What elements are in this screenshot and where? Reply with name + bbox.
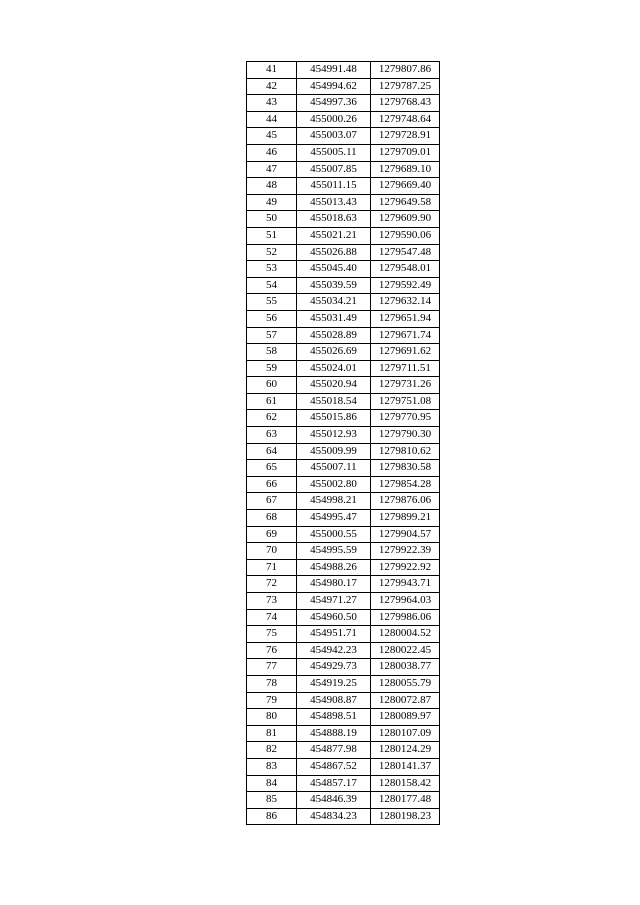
- x-coordinate-cell: 454908.87: [297, 692, 371, 709]
- y-coordinate-cell: 1279671.74: [371, 327, 440, 344]
- point-number-cell: 41: [247, 62, 297, 79]
- x-coordinate-cell: 454951.71: [297, 626, 371, 643]
- table-row: [247, 128, 440, 145]
- x-coordinate-cell: 455012.93: [297, 427, 371, 444]
- point-number-cell: 70: [247, 543, 297, 560]
- x-coordinate-cell: 455009.99: [297, 443, 371, 460]
- table-row: [247, 294, 440, 311]
- point-number-cell: 43: [247, 95, 297, 112]
- y-coordinate-cell: 1280141.37: [371, 758, 440, 775]
- x-coordinate-cell: 454995.59: [297, 543, 371, 560]
- y-coordinate-cell: 1280055.79: [371, 675, 440, 692]
- point-number-cell: 53: [247, 261, 297, 278]
- point-number-cell: 68: [247, 510, 297, 527]
- y-coordinate-cell: 1279547.48: [371, 244, 440, 261]
- point-number-cell: 81: [247, 725, 297, 742]
- table-row: [247, 526, 440, 543]
- y-coordinate-cell: 1280072.87: [371, 692, 440, 709]
- point-number-cell: 51: [247, 227, 297, 244]
- point-number-cell: 71: [247, 559, 297, 576]
- x-coordinate-cell: 454942.23: [297, 642, 371, 659]
- x-coordinate-cell: 455026.69: [297, 344, 371, 361]
- point-number-cell: 78: [247, 675, 297, 692]
- table-row: [247, 692, 440, 709]
- x-coordinate-cell: 455031.49: [297, 310, 371, 327]
- y-coordinate-cell: 1280198.23: [371, 808, 440, 825]
- point-number-cell: 45: [247, 128, 297, 145]
- point-number-cell: 72: [247, 576, 297, 593]
- table-row: [247, 642, 440, 659]
- table-row: [247, 476, 440, 493]
- table-row: [247, 493, 440, 510]
- x-coordinate-cell: 455000.55: [297, 526, 371, 543]
- table-row: [247, 95, 440, 112]
- y-coordinate-cell: 1279548.01: [371, 261, 440, 278]
- point-number-cell: 86: [247, 808, 297, 825]
- x-coordinate-cell: 454998.21: [297, 493, 371, 510]
- y-coordinate-cell: 1279669.40: [371, 178, 440, 195]
- table-row: [247, 327, 440, 344]
- x-coordinate-cell: 455018.54: [297, 393, 371, 410]
- x-coordinate-cell: 454971.27: [297, 593, 371, 610]
- y-coordinate-cell: 1279810.62: [371, 443, 440, 460]
- point-number-cell: 54: [247, 277, 297, 294]
- y-coordinate-cell: 1280089.97: [371, 709, 440, 726]
- table-row: [247, 808, 440, 825]
- y-coordinate-cell: 1279709.01: [371, 144, 440, 161]
- point-number-cell: 79: [247, 692, 297, 709]
- x-coordinate-cell: 455011.15: [297, 178, 371, 195]
- x-coordinate-cell: 455021.21: [297, 227, 371, 244]
- point-number-cell: 75: [247, 626, 297, 643]
- y-coordinate-cell: 1279986.06: [371, 609, 440, 626]
- coordinate-table: [246, 61, 440, 825]
- table-row: [247, 725, 440, 742]
- y-coordinate-cell: 1279922.39: [371, 543, 440, 560]
- point-number-cell: 64: [247, 443, 297, 460]
- table-row: [247, 344, 440, 361]
- y-coordinate-cell: 1280004.52: [371, 626, 440, 643]
- table-row: [247, 510, 440, 527]
- point-number-cell: 83: [247, 758, 297, 775]
- x-coordinate-cell: 455024.01: [297, 360, 371, 377]
- point-number-cell: 56: [247, 310, 297, 327]
- table-row: [247, 62, 440, 79]
- table-row: [247, 742, 440, 759]
- point-number-cell: 76: [247, 642, 297, 659]
- table-row: [247, 543, 440, 560]
- y-coordinate-cell: 1279691.62: [371, 344, 440, 361]
- y-coordinate-cell: 1279751.08: [371, 393, 440, 410]
- point-number-cell: 77: [247, 659, 297, 676]
- point-number-cell: 62: [247, 410, 297, 427]
- table-row: [247, 576, 440, 593]
- x-coordinate-cell: 454997.36: [297, 95, 371, 112]
- table-row: [247, 377, 440, 394]
- x-coordinate-cell: 455003.07: [297, 128, 371, 145]
- x-coordinate-cell: 454834.23: [297, 808, 371, 825]
- x-coordinate-cell: 455015.86: [297, 410, 371, 427]
- y-coordinate-cell: 1279943.71: [371, 576, 440, 593]
- y-coordinate-cell: 1279592.49: [371, 277, 440, 294]
- table-row: [247, 460, 440, 477]
- x-coordinate-cell: 454995.47: [297, 510, 371, 527]
- point-number-cell: 44: [247, 111, 297, 128]
- x-coordinate-cell: 454991.48: [297, 62, 371, 79]
- point-number-cell: 50: [247, 211, 297, 228]
- y-coordinate-cell: 1280022.45: [371, 642, 440, 659]
- table-row: [247, 310, 440, 327]
- table-row: [247, 111, 440, 128]
- y-coordinate-cell: 1279632.14: [371, 294, 440, 311]
- point-number-cell: 57: [247, 327, 297, 344]
- table-row: [247, 393, 440, 410]
- point-number-cell: 42: [247, 78, 297, 95]
- x-coordinate-cell: 455045.40: [297, 261, 371, 278]
- table-row: [247, 775, 440, 792]
- y-coordinate-cell: 1279790.30: [371, 427, 440, 444]
- x-coordinate-cell: 454867.52: [297, 758, 371, 775]
- x-coordinate-cell: 454994.62: [297, 78, 371, 95]
- table-row: [247, 659, 440, 676]
- y-coordinate-cell: 1279770.95: [371, 410, 440, 427]
- y-coordinate-cell: 1279590.06: [371, 227, 440, 244]
- x-coordinate-cell: 455007.85: [297, 161, 371, 178]
- x-coordinate-cell: 454980.17: [297, 576, 371, 593]
- table-row: [247, 609, 440, 626]
- x-coordinate-cell: 455034.21: [297, 294, 371, 311]
- coordinate-table-body: [247, 62, 440, 825]
- y-coordinate-cell: 1279748.64: [371, 111, 440, 128]
- point-number-cell: 63: [247, 427, 297, 444]
- y-coordinate-cell: 1279651.94: [371, 310, 440, 327]
- table-row: [247, 593, 440, 610]
- table-row: [247, 758, 440, 775]
- y-coordinate-cell: 1279807.86: [371, 62, 440, 79]
- table-row: [247, 211, 440, 228]
- table-row: [247, 78, 440, 95]
- table-row: [247, 410, 440, 427]
- y-coordinate-cell: 1280038.77: [371, 659, 440, 676]
- point-number-cell: 82: [247, 742, 297, 759]
- x-coordinate-cell: 455020.94: [297, 377, 371, 394]
- x-coordinate-cell: 455000.26: [297, 111, 371, 128]
- point-number-cell: 61: [247, 393, 297, 410]
- table-row: [247, 277, 440, 294]
- y-coordinate-cell: 1279609.90: [371, 211, 440, 228]
- y-coordinate-cell: 1279830.58: [371, 460, 440, 477]
- point-number-cell: 65: [247, 460, 297, 477]
- point-number-cell: 46: [247, 144, 297, 161]
- point-number-cell: 47: [247, 161, 297, 178]
- x-coordinate-cell: 454888.19: [297, 725, 371, 742]
- x-coordinate-cell: 455039.59: [297, 277, 371, 294]
- table-row: [247, 178, 440, 195]
- point-number-cell: 84: [247, 775, 297, 792]
- table-row: [247, 443, 440, 460]
- x-coordinate-cell: 454988.26: [297, 559, 371, 576]
- point-number-cell: 66: [247, 476, 297, 493]
- table-row: [247, 244, 440, 261]
- x-coordinate-cell: 455026.88: [297, 244, 371, 261]
- table-row: [247, 261, 440, 278]
- x-coordinate-cell: 454846.39: [297, 792, 371, 809]
- x-coordinate-cell: 455007.11: [297, 460, 371, 477]
- x-coordinate-cell: 454919.25: [297, 675, 371, 692]
- table-row: [247, 194, 440, 211]
- table-row: [247, 626, 440, 643]
- point-number-cell: 60: [247, 377, 297, 394]
- point-number-cell: 73: [247, 593, 297, 610]
- x-coordinate-cell: 455028.89: [297, 327, 371, 344]
- x-coordinate-cell: 454877.98: [297, 742, 371, 759]
- point-number-cell: 55: [247, 294, 297, 311]
- table-row: [247, 792, 440, 809]
- point-number-cell: 80: [247, 709, 297, 726]
- table-row: [247, 559, 440, 576]
- point-number-cell: 49: [247, 194, 297, 211]
- y-coordinate-cell: 1279904.57: [371, 526, 440, 543]
- y-coordinate-cell: 1279731.26: [371, 377, 440, 394]
- x-coordinate-cell: 454857.17: [297, 775, 371, 792]
- y-coordinate-cell: 1279689.10: [371, 161, 440, 178]
- point-number-cell: 67: [247, 493, 297, 510]
- point-number-cell: 69: [247, 526, 297, 543]
- point-number-cell: 85: [247, 792, 297, 809]
- y-coordinate-cell: 1279899.21: [371, 510, 440, 527]
- table-row: [247, 227, 440, 244]
- y-coordinate-cell: 1280158.42: [371, 775, 440, 792]
- x-coordinate-cell: 455018.63: [297, 211, 371, 228]
- x-coordinate-cell: 455013.43: [297, 194, 371, 211]
- table-row: [247, 144, 440, 161]
- y-coordinate-cell: 1280107.09: [371, 725, 440, 742]
- table-row: [247, 161, 440, 178]
- point-number-cell: 59: [247, 360, 297, 377]
- y-coordinate-cell: 1279787.25: [371, 78, 440, 95]
- y-coordinate-cell: 1279768.43: [371, 95, 440, 112]
- x-coordinate-cell: 454898.51: [297, 709, 371, 726]
- y-coordinate-cell: 1280177.48: [371, 792, 440, 809]
- table-row: [247, 675, 440, 692]
- y-coordinate-cell: 1280124.29: [371, 742, 440, 759]
- table-row: [247, 709, 440, 726]
- table-row: [247, 360, 440, 377]
- y-coordinate-cell: 1279922.92: [371, 559, 440, 576]
- y-coordinate-cell: 1279854.28: [371, 476, 440, 493]
- point-number-cell: 74: [247, 609, 297, 626]
- x-coordinate-cell: 454929.73: [297, 659, 371, 676]
- point-number-cell: 52: [247, 244, 297, 261]
- point-number-cell: 48: [247, 178, 297, 195]
- y-coordinate-cell: 1279649.58: [371, 194, 440, 211]
- x-coordinate-cell: 454960.50: [297, 609, 371, 626]
- x-coordinate-cell: 455002.80: [297, 476, 371, 493]
- y-coordinate-cell: 1279876.06: [371, 493, 440, 510]
- y-coordinate-cell: 1279711.51: [371, 360, 440, 377]
- x-coordinate-cell: 455005.11: [297, 144, 371, 161]
- point-number-cell: 58: [247, 344, 297, 361]
- y-coordinate-cell: 1279964.03: [371, 593, 440, 610]
- table-row: [247, 427, 440, 444]
- y-coordinate-cell: 1279728.91: [371, 128, 440, 145]
